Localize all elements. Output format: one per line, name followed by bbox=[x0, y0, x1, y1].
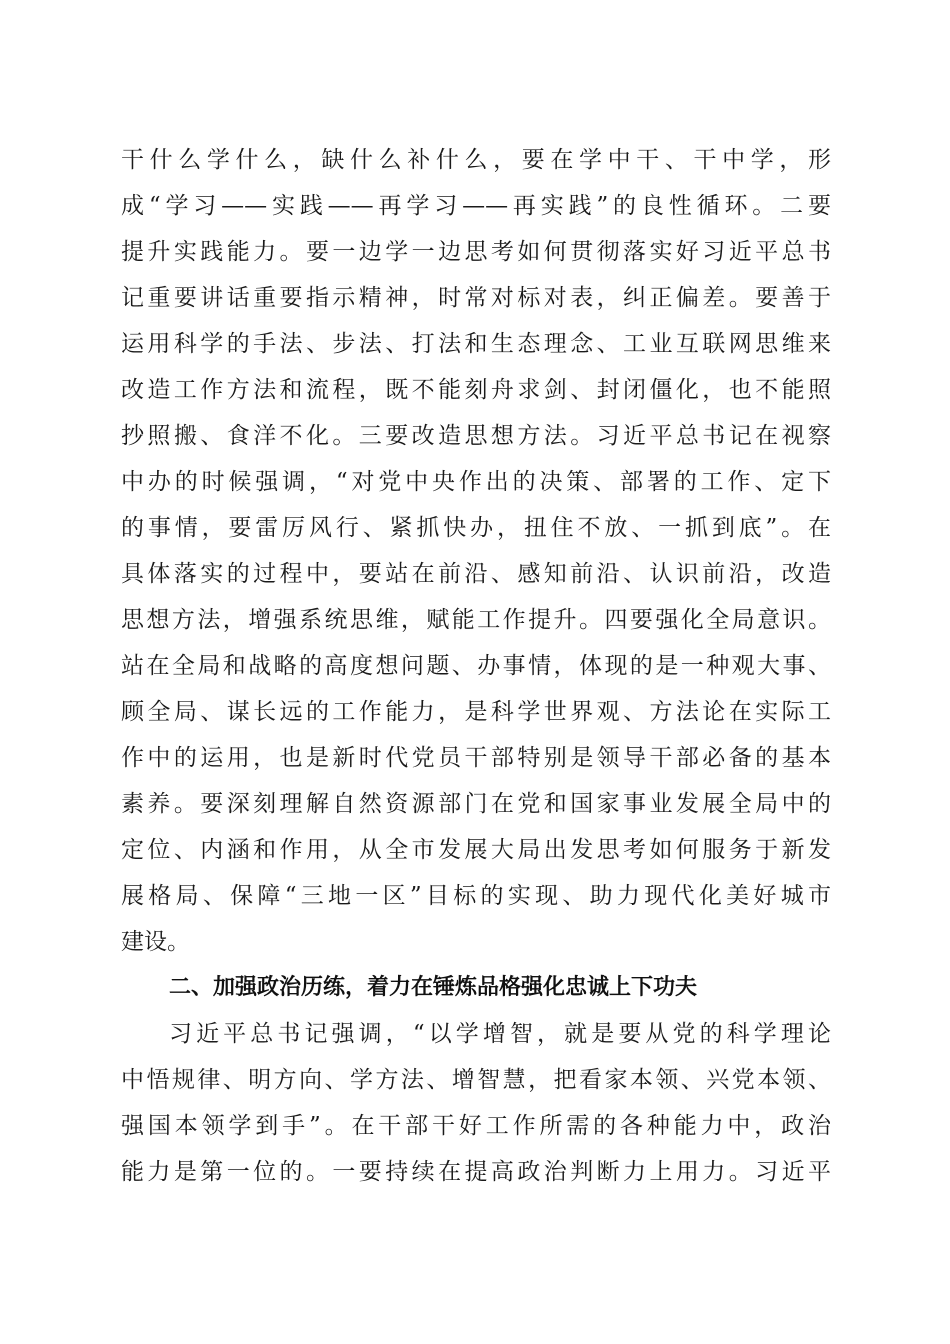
paragraph-line: 中悟规律、明方向、学方法、增智慧，把看家本领、兴党本领、 bbox=[121, 1067, 831, 1093]
paragraph-line: 中办的时候强调，“对党中央作出的决策、部署的工作、定下 bbox=[121, 469, 831, 495]
paragraph-line: 习近平总书记强调，“以学增智，就是要从党的科学理论 bbox=[169, 1021, 831, 1047]
paragraph-line: 具体落实的过程中，要站在前沿、感知前沿、认识前沿，改造 bbox=[121, 561, 831, 587]
section-heading: 二、加强政治历练，着力在锤炼品格强化忠诚上下功夫 bbox=[169, 975, 698, 1000]
paragraph-line: 干什么学什么，缺什么补什么，要在学中干、干中学，形 bbox=[121, 147, 831, 173]
paragraph-line: 成“学习——实践——再学习——再实践”的良性循环。二要 bbox=[121, 193, 831, 219]
paragraph-line: 顾全局、谋长远的工作能力，是科学世界观、方法论在实际工 bbox=[121, 699, 831, 725]
paragraph-line: 提升实践能力。要一边学一边思考如何贯彻落实好习近平总书 bbox=[121, 239, 831, 265]
paragraph-line: 素养。要深刻理解自然资源部门在党和国家事业发展全局中的 bbox=[121, 791, 831, 817]
paragraph-line: 思想方法，增强系统思维，赋能工作提升。四要强化全局意识。 bbox=[121, 607, 831, 633]
paragraph-line: 记重要讲话重要指示精神，时常对标对表，纠正偏差。要善于 bbox=[121, 285, 831, 311]
paragraph-line: 站在全局和战略的高度想问题、办事情，体现的是一种观大事、 bbox=[121, 653, 831, 679]
paragraph-line: 抄照搬、食洋不化。三要改造思想方法。习近平总书记在视察 bbox=[121, 423, 831, 449]
paragraph-line: 的事情，要雷厉风行、紧抓快办，扭住不放、一抓到底”。在 bbox=[121, 515, 831, 541]
paragraph-line: 作中的运用，也是新时代党员干部特别是领导干部必备的基本 bbox=[121, 745, 831, 771]
paragraph-line: 运用科学的手法、步法、打法和生态理念、工业互联网思维来 bbox=[121, 331, 831, 357]
paragraph-line: 强国本领学到手”。在干部干好工作所需的各种能力中，政治 bbox=[121, 1113, 831, 1139]
paragraph-line: 定位、内涵和作用，从全市发展大局出发思考如何服务于新发 bbox=[121, 837, 831, 863]
paragraph-line: 建设。 bbox=[121, 929, 190, 955]
paragraph-line: 展格局、保障“三地一区”目标的实现、助力现代化美好城市 bbox=[121, 883, 831, 909]
paragraph-line: 改造工作方法和流程，既不能刻舟求剑、封闭僵化，也不能照 bbox=[121, 377, 831, 403]
paragraph-line: 能力是第一位的。一要持续在提高政治判断力上用力。习近平 bbox=[121, 1159, 831, 1185]
